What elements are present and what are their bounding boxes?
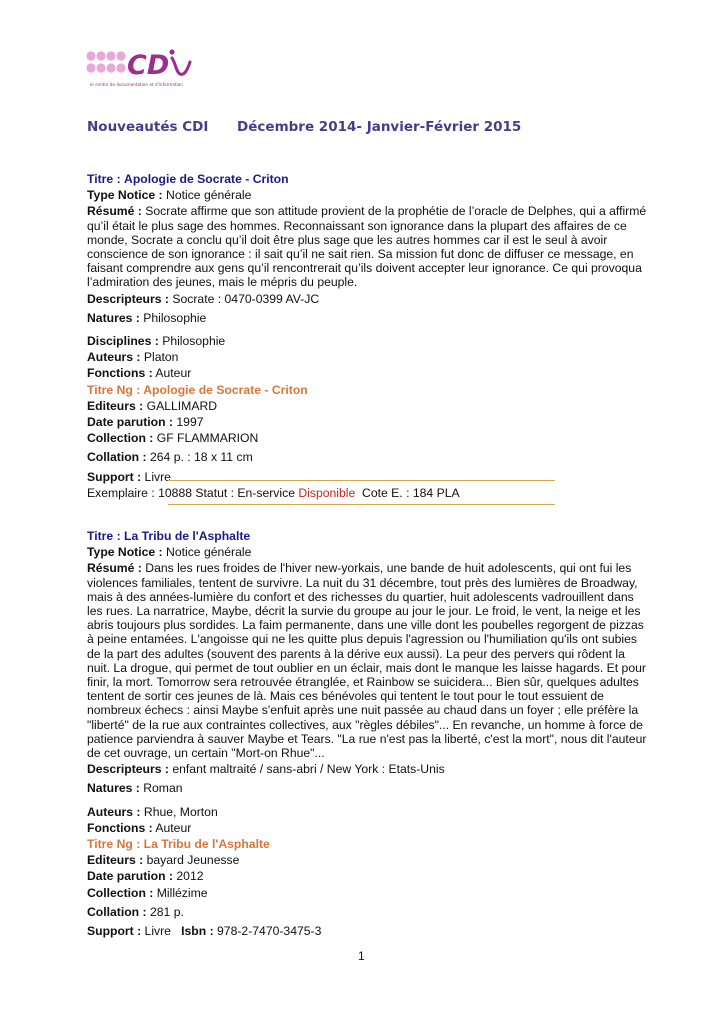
date-parution-field: Date parution : 2012 [87,869,204,884]
fonctions-field: Fonctions : Auteur [87,820,192,835]
divider-top [168,480,555,481]
header-dates: Décembre 2014- Janvier-Février 2015 [237,119,522,135]
editeurs-field: Editeurs : bayard Jeunesse [87,853,240,868]
page-header [87,119,521,135]
descripteurs-field: Descripteurs : Socrate : 0470-0399 AV-JC [87,291,320,306]
descripteurs-field: Descripteurs : enfant maltraité / sans-abri / New York : Etats-Unis [87,762,445,777]
collection-field: Collection : GF FLAMMARION [87,431,259,446]
notice-record-1 [87,172,647,486]
svg-text:le centre de documentation et: le centre de documentation et d'information [90,82,183,87]
titre-ng-field: Titre Ng : Apologie de Socrate - Criton [87,382,308,397]
support-field: Support : Livre Isbn : 978-2-7470-3475-3 [87,924,322,939]
editeurs-field: Editeurs : GALLIMARD [87,398,218,413]
titre-field: Titre : Apologie de Socrate - Criton [87,172,289,186]
type-notice-field: Type Notice : Notice générale [87,545,252,560]
status-disponible: Disponible [298,486,356,500]
collation-field: Collation : 281 p. [87,904,184,919]
cdi-logo [86,44,198,92]
support-field: Support : Livre [87,469,171,484]
natures-field: Natures : Philosophie [87,310,207,325]
divider-bottom [168,504,555,505]
collation-field: Collation : 264 p. : 18 x 11 cm [87,450,253,465]
titre-ng-field: Titre Ng : La Tribu de l'Asphalte [87,837,270,852]
type-notice-field: Type Notice : Notice générale [87,188,252,203]
disciplines-field: Disciplines : Philosophie [87,334,226,349]
auteurs-field: Auteurs : Platon [87,350,179,365]
date-parution-field: Date parution : 1997 [87,415,204,430]
resume-field: Résumé : Socrate affirme que son attitude provient de la prophétie de l’oracle de Delphes, qui a affirmé qu’il était le plus sage des hommes. Reconnaissant son ignorance dans la plupart des affaires de ce monde, Socrate a conclu qu’il doit être plus sage que les autres hommes car il est le seul à avoir conscience de son ignorance : il sait qu’il ne sait rien. Sa mission fut donc de diffuser ce message, en faisant comprendre aux gens qu’il rencontrerait qu’ils doivent accepter leur ignorance. Ce qui provoqua l’admiration des jeunes, mais le mépris du peuple. [87,204,647,290]
exemplaire-line: Exemplaire : 10888 Statut : En-service Disponible Cote E. : 184 PLA [87,486,460,500]
page-number: 1 [358,949,365,963]
titre-field: Titre : La Tribu de l'Asphalte [87,529,251,543]
header-title: Nouveautés CDI [87,119,209,135]
resume-field: Résumé : Dans les rues froides de l'hiver new-yorkais, une bande de huit adolescents, qui ont fui les violences familiales, tentent de survivre. La nuit du 31 décembre, tout près des lumières de Broadway, mais à des années-lumière du confort et des richesses du quartier, huit adolescents vadrouillent dans les rues. La narratrice, Maybe, décrit la survie du groupe au jour le jour. Le froid, le vent, la neige et les abris toujours plus sordides. La faim permanente, dans une ville dont les poubelles regorgent de pizzas à peine entamées. L'angoisse qui ne les quitte plus depuis l'agression ou l'humiliation qu'ils ont subies de la part des adultes (souvent des parents à la dérive eux aussi). La peur des pervers qui rôdent la nuit. La drogue, qui permet de tout oublier en un éclair, mais dont le manque les laisse hagards. Et pour finir, la mort. Tomorrow sera retrouvée étranglée, et Rainbow se suicidera... Bien sûr, quelques adultes tentent de sortir ces jeunes de là. Mais ces bénévoles qui tentent le tout pour le tout essuient de nombreux échecs : ainsi Maybe s'enfuit après une nuit passée au chaud dans un foyer ; elle préfère la "liberté" de la rue aux contraintes collectives, aux "règles débiles"... En revanche, un homme à force de patience parviendra à sauver Maybe et Tears. "La rue n'est pas la liberté, c'est la mort", nous dit l'auteur de cet ouvrage, un certain "Mort-on Rhue"... [87,561,647,761]
collection-field: Collection : Millézime [87,885,208,900]
fonctions-field: Fonctions : Auteur [87,366,192,381]
auteurs-field: Auteurs : Rhue, Morton [87,804,218,819]
isbn-value: 978-2-7470-3475-3 [217,924,322,939]
natures-field: Natures : Roman [87,781,183,796]
notice-record-2 [87,529,647,940]
isbn-label: Isbn : [181,924,214,939]
svg-text:CD: CD [127,50,170,81]
